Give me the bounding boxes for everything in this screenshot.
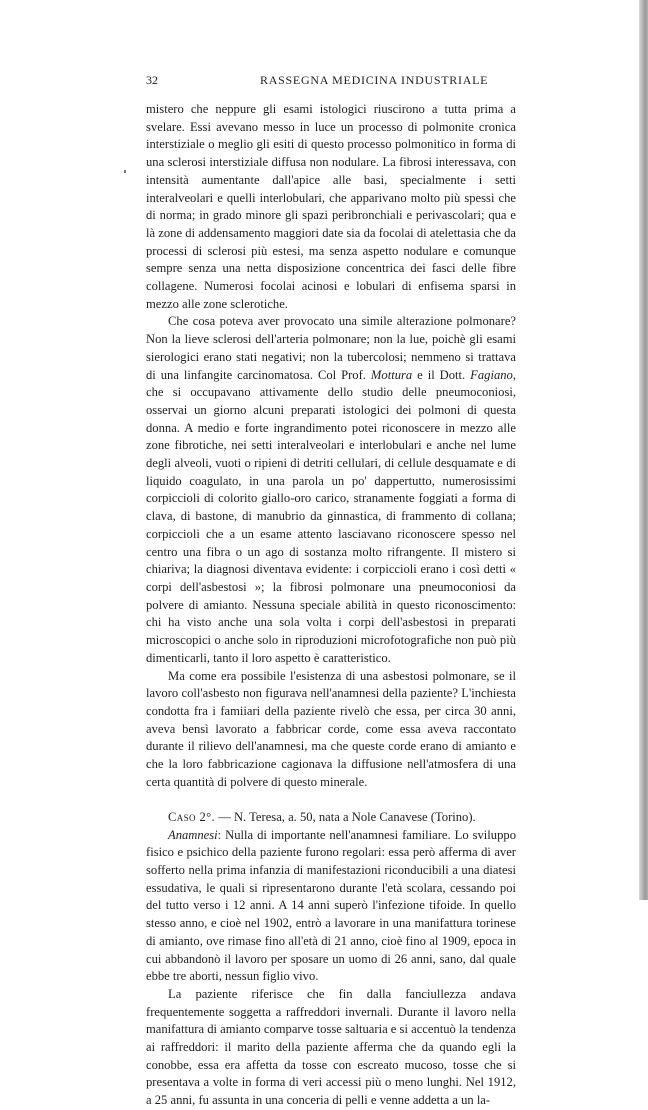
paragraph-diagnosis-text-c: , che si occupavano attivamente dello studio delle pneumoconiosi, osservai un giorno alcuni preparati istologici dei polmoni di questa donna. A medio e forte ingrandimento potei riconoscere in mezzo alle zone fibrotiche, nei setti interalveolari e interlobulari e anche nel lume degli alveoli, vuoti o ripieni di detriti cellulari, di cellule desquamate e di liquido coagulato, in una parola un po' dappertutto, numerosissimi corpiccioli di colorito giallo-oro carico, stranamente foggiati a forma di clava, di bastone, di manubrio da ginnastica, di frammento di collana; corpiccioli che a un esame attento lasciavano riconoscere spesso nel centro una fibra o un ago di sostanza molto rifrangente. Il mistero si chiariva; la diagnosi diventava evidente: i corpiccioli erano i così detti « corpi dell'asbestosi »; la fibrosi polmonare una pneumoconiosi da polvere di amianto. Nessuna speciale abilità in questo riconoscimento: chi ha visto anche una sola volta i corpi dell'asbestosi in preparati microscopici o anche solo in riproduzioni microfotografiche non può più dimenticarli, tanto il loro aspetto è caratteristico. — [146, 367, 516, 665]
page-header — [146, 71, 516, 89]
scan-speck — [124, 170, 126, 173]
paragraph-diagnosis-text-a: Che cosa poteva aver provocato una simile alterazione polmonare? Non la lieve sclerosi dell'arteria polmonare; non la lue, poichè gli esami sierologici erano stati negativi; non la tubercolosi; nemmeno si trattava di una linfangite carcinomatosa. Col Prof. — [146, 314, 516, 382]
paragraph-histology: mistero che neppure gli esami istologici riuscirono a tutta prima a svelare. Essi avevano messo in luce un processo di polmonite cronica interstiziale o meglio gli esiti di questo processo polmonitico in forma di una sclerosi interstiziale diffusa non nodulare. La fibrosi interessava, con intensità aumentante dall'apice alle basi, specialmente i setti interalveolari e quelli interlobulari, che apparivano molto più spessi che di norma; in grado minore gli spazi peribronchiali e perivascolari; qua e là zone di addensamento maggiori date sia da focolai di atelettasia che da processi di sclerosi più estesi, ma senza aspetto nodulare e comunque sempre senza una netta disposizione concentrica dei fasci delle fibre collagene. Numerosi focolai acinosi e lobulari di enfisema sparsi in mezzo alle zone sclerotiche. — [146, 102, 516, 311]
case-heading — [146, 809, 516, 827]
paragraph-diagnosis — [146, 313, 516, 667]
page-number: 32 — [146, 73, 158, 87]
person-name-mottura: Mottura — [370, 367, 413, 382]
paragraph-anamnesis — [146, 827, 516, 986]
scan-binding-edge — [639, 0, 648, 900]
case-patient-info: — N. Teresa, a. 50, nata a Nole Canavese (Torino). — [215, 809, 476, 824]
person-name-fagiano: Fagiano — [470, 367, 513, 382]
article-body — [146, 101, 516, 1110]
case-label: Caso 2°. — [168, 809, 216, 824]
anamnesis-label: Anamnesi — [168, 827, 218, 842]
paragraph-diagnosis-text-b: e il Dott. — [412, 367, 471, 382]
anamnesis-text: : Nulla di importante nell'anamnesi familiare. Lo sviluppo fisico e psichico della paziente furono regolari: essa però afferma di aver sofferto nella prima infanzia di manifestazioni riconducibili a una diatesi essudativa, le quali si ripresentarono durante l'età scolara, cessando poi del tutto verso i 12 anni. A 14 anni superò l'infezione tifoide. In quello stesso anno, e cioè nel 1902, entrò a lavorare in una manifattura torinese di amianto, ove rimase fino all'età di 21 anno, cioè fino al 1909, epoca in cui abbandonò il lavoro per sposare un uomo di 26 anni, sano, dal quale ebbe tre aborti, nessun figlio vivo. — [146, 827, 516, 984]
paragraph-inquiry: Ma come era possibile l'esistenza di una asbestosi polmonare, se il lavoro coll'asbesto non figurava nell'anamnesi della paziente? L'inchiesta condotta fra i famiiari della paziente rivelò che essa, per circa 30 anni, aveva bensì lavorato a fabbricar corde, come essa aveva raccontato durante il rilievo dell'anamnesi, ma che queste corde erano di amianto e che la loro fabbricazione cagionava la diffusione nell'atmosfera di una certa quantità di polvere di questo minerale. — [146, 668, 516, 789]
running-title: RASSEGNA MEDICINA INDUSTRIALE — [260, 73, 489, 87]
paragraph-history: La paziente riferisce che fin dalla fanciullezza andava frequentemente soggetta a raffreddori invernali. Durante il lavoro nella manifattura di amianto comparve tosse saltuaria e si accentuò la tendenza ai raffreddori: il marito della paziente afferma che da quando egli la conobbe, essa era affetta da tosse con escreato mucoso, tosse che si presentava a volte in forma di veri accessi più o meno lunghi. Nel 1912, a 25 anni, fu assunta in una conceria di pelli e venne addetta a un la- — [146, 986, 516, 1108]
